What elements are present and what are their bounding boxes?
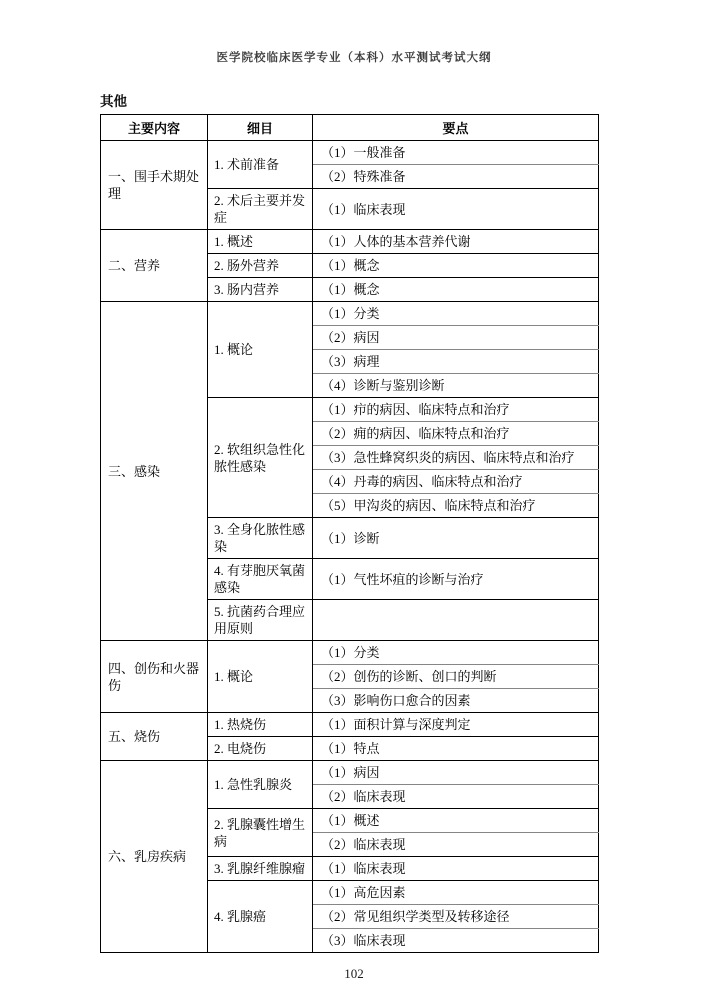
point-cell: （1）概述	[313, 809, 599, 833]
point-cell: （2）病因	[313, 326, 599, 350]
point-cell: （1）概念	[313, 278, 599, 302]
point-cell: （1）诊断	[313, 518, 599, 559]
detail-cell: 2. 术后主要并发症	[208, 189, 313, 230]
table-row	[101, 761, 599, 785]
point-cell	[313, 600, 599, 641]
point-cell: （4）丹毒的病因、临床特点和治疗	[313, 470, 599, 494]
detail-cell: 2. 软组织急性化脓性感染	[208, 398, 313, 518]
point-cell: （3）影响伤口愈合的因素	[313, 689, 599, 713]
table-header-row	[101, 115, 599, 141]
section-heading: 其他	[100, 94, 127, 109]
point-cell: （1）特点	[313, 737, 599, 761]
point-cell: （3）病理	[313, 350, 599, 374]
document-title: 医学院校临床医学专业（本科）水平测试考试大纲	[216, 52, 492, 64]
detail-cell: 1. 概述	[208, 230, 313, 254]
main-content-cell: 一、围手术期处理	[101, 141, 208, 230]
detail-cell: 2. 乳腺囊性增生病	[208, 809, 313, 857]
main-content-cell: 四、创伤和火器伤	[101, 641, 208, 713]
point-cell: （2）创伤的诊断、创口的判断	[313, 665, 599, 689]
page-number: 102	[344, 966, 364, 981]
point-cell: （2）临床表现	[313, 785, 599, 809]
column-header-detail: 细目	[208, 115, 313, 141]
detail-cell: 3. 全身化脓性感染	[208, 518, 313, 559]
detail-cell: 1. 急性乳腺炎	[208, 761, 313, 809]
point-cell: （1）病因	[313, 761, 599, 785]
point-cell: （1）气性坏疽的诊断与治疗	[313, 559, 599, 600]
point-cell: （2）临床表现	[313, 833, 599, 857]
main-content-cell: 三、感染	[101, 302, 208, 641]
table-row	[101, 641, 599, 665]
detail-cell: 2. 肠外营养	[208, 254, 313, 278]
detail-cell: 3. 乳腺纤维腺瘤	[208, 857, 313, 881]
table-row	[101, 230, 599, 254]
detail-cell: 2. 电烧伤	[208, 737, 313, 761]
point-cell: （3）临床表现	[313, 929, 599, 953]
point-cell: （5）甲沟炎的病因、临床特点和治疗	[313, 494, 599, 518]
point-cell: （2）常见组织学类型及转移途径	[313, 905, 599, 929]
detail-cell: 5. 抗菌药合理应用原则	[208, 600, 313, 641]
point-cell: （1）高危因素	[313, 881, 599, 905]
point-cell: （3）急性蜂窝织炎的病因、临床特点和治疗	[313, 446, 599, 470]
syllabus-table	[100, 114, 599, 953]
point-cell: （1）一般准备	[313, 141, 599, 165]
point-cell: （1）临床表现	[313, 857, 599, 881]
detail-cell: 1. 热烧伤	[208, 713, 313, 737]
point-cell: （1）临床表现	[313, 189, 599, 230]
point-cell: （1）人体的基本营养代谢	[313, 230, 599, 254]
detail-cell: 1. 概论	[208, 302, 313, 398]
point-cell: （1）面积计算与深度判定	[313, 713, 599, 737]
point-cell: （1）疖的病因、临床特点和治疗	[313, 398, 599, 422]
detail-cell: 4. 有芽胞厌氧菌感染	[208, 559, 313, 600]
detail-cell: 4. 乳腺癌	[208, 881, 313, 953]
point-cell: （4）诊断与鉴别诊断	[313, 374, 599, 398]
main-content-cell: 六、乳房疾病	[101, 761, 208, 953]
point-cell: （1）分类	[313, 302, 599, 326]
point-cell: （1）概念	[313, 254, 599, 278]
column-header-main-content: 主要内容	[101, 115, 208, 141]
point-cell: （2）特殊准备	[313, 165, 599, 189]
main-content-cell: 五、烧伤	[101, 713, 208, 761]
table-row	[101, 302, 599, 326]
detail-cell: 1. 概论	[208, 641, 313, 713]
detail-cell: 1. 术前准备	[208, 141, 313, 189]
point-cell: （2）痈的病因、临床特点和治疗	[313, 422, 599, 446]
point-cell: （1）分类	[313, 641, 599, 665]
column-header-points: 要点	[313, 115, 599, 141]
table-row	[101, 141, 599, 165]
detail-cell: 3. 肠内营养	[208, 278, 313, 302]
main-content-cell: 二、营养	[101, 230, 208, 302]
table-row	[101, 713, 599, 737]
